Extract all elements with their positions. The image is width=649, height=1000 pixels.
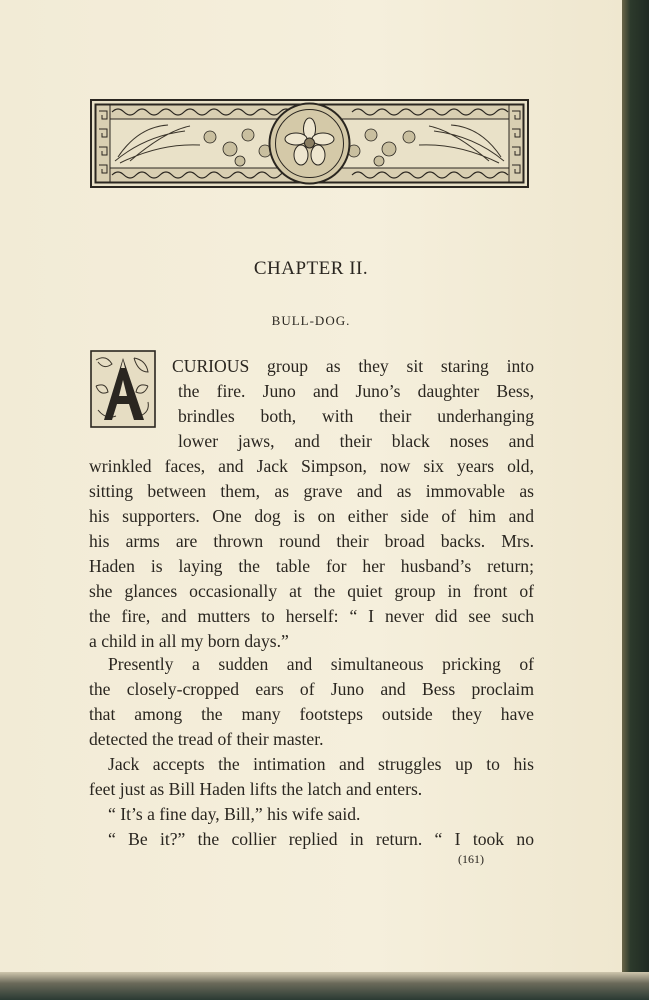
chapter-subtitle: BULL-DOG.: [271, 313, 351, 328]
book-bottom-edge: [0, 972, 649, 1000]
text-line: she glances occasionally at the quiet group in front of: [89, 581, 534, 601]
text-line: “ It’s a fine day, Bill,” his wife said.: [108, 804, 361, 824]
text-line: Jack accepts the intimation and struggles up to his: [108, 754, 534, 774]
text-line: “ Be it?” the collier replied in return. “ I took no: [108, 829, 534, 849]
text-line: a child in all my born days.”: [89, 631, 289, 651]
text-line: the fire. Juno and Juno’s daughter Bess,: [178, 381, 534, 401]
text-line: brindles both, with their underhanging: [178, 406, 534, 426]
book-spine-edge: [622, 0, 649, 1000]
chapter-title: CHAPTER II.: [253, 258, 369, 279]
floral-headpiece-ornament: [90, 99, 529, 188]
text-line: Presently a sudden and simultaneous pricking of: [108, 654, 534, 674]
text-line: sitting between them, as grave and as immovable as: [89, 481, 534, 501]
drop-cap-a-ornament: [90, 350, 156, 428]
text-line: Haden is laying the table for her husband’s return;: [89, 556, 534, 576]
text-line: feet just as Bill Haden lifts the latch and enters.: [89, 779, 423, 799]
text-line: lower jaws, and their black noses and: [178, 431, 534, 451]
page-number: (161): [458, 852, 484, 866]
text-line: wrinkled faces, and Jack Simpson, now six years old,: [89, 456, 534, 476]
text-line: his supporters. One dog is on either side of him and: [89, 506, 534, 526]
text-line: detected the tread of their master.: [89, 729, 324, 749]
text-line: CURIOUS group as they sit staring into: [172, 356, 534, 376]
text-line: the fire, and mutters to herself: “ I never did see such: [89, 606, 534, 626]
text-line: the closely-cropped ears of Juno and Bess proclaim: [89, 679, 534, 699]
text-line: that among the many footsteps outside they have: [89, 704, 534, 724]
text-line: his arms are thrown round their broad backs. Mrs.: [89, 531, 534, 551]
